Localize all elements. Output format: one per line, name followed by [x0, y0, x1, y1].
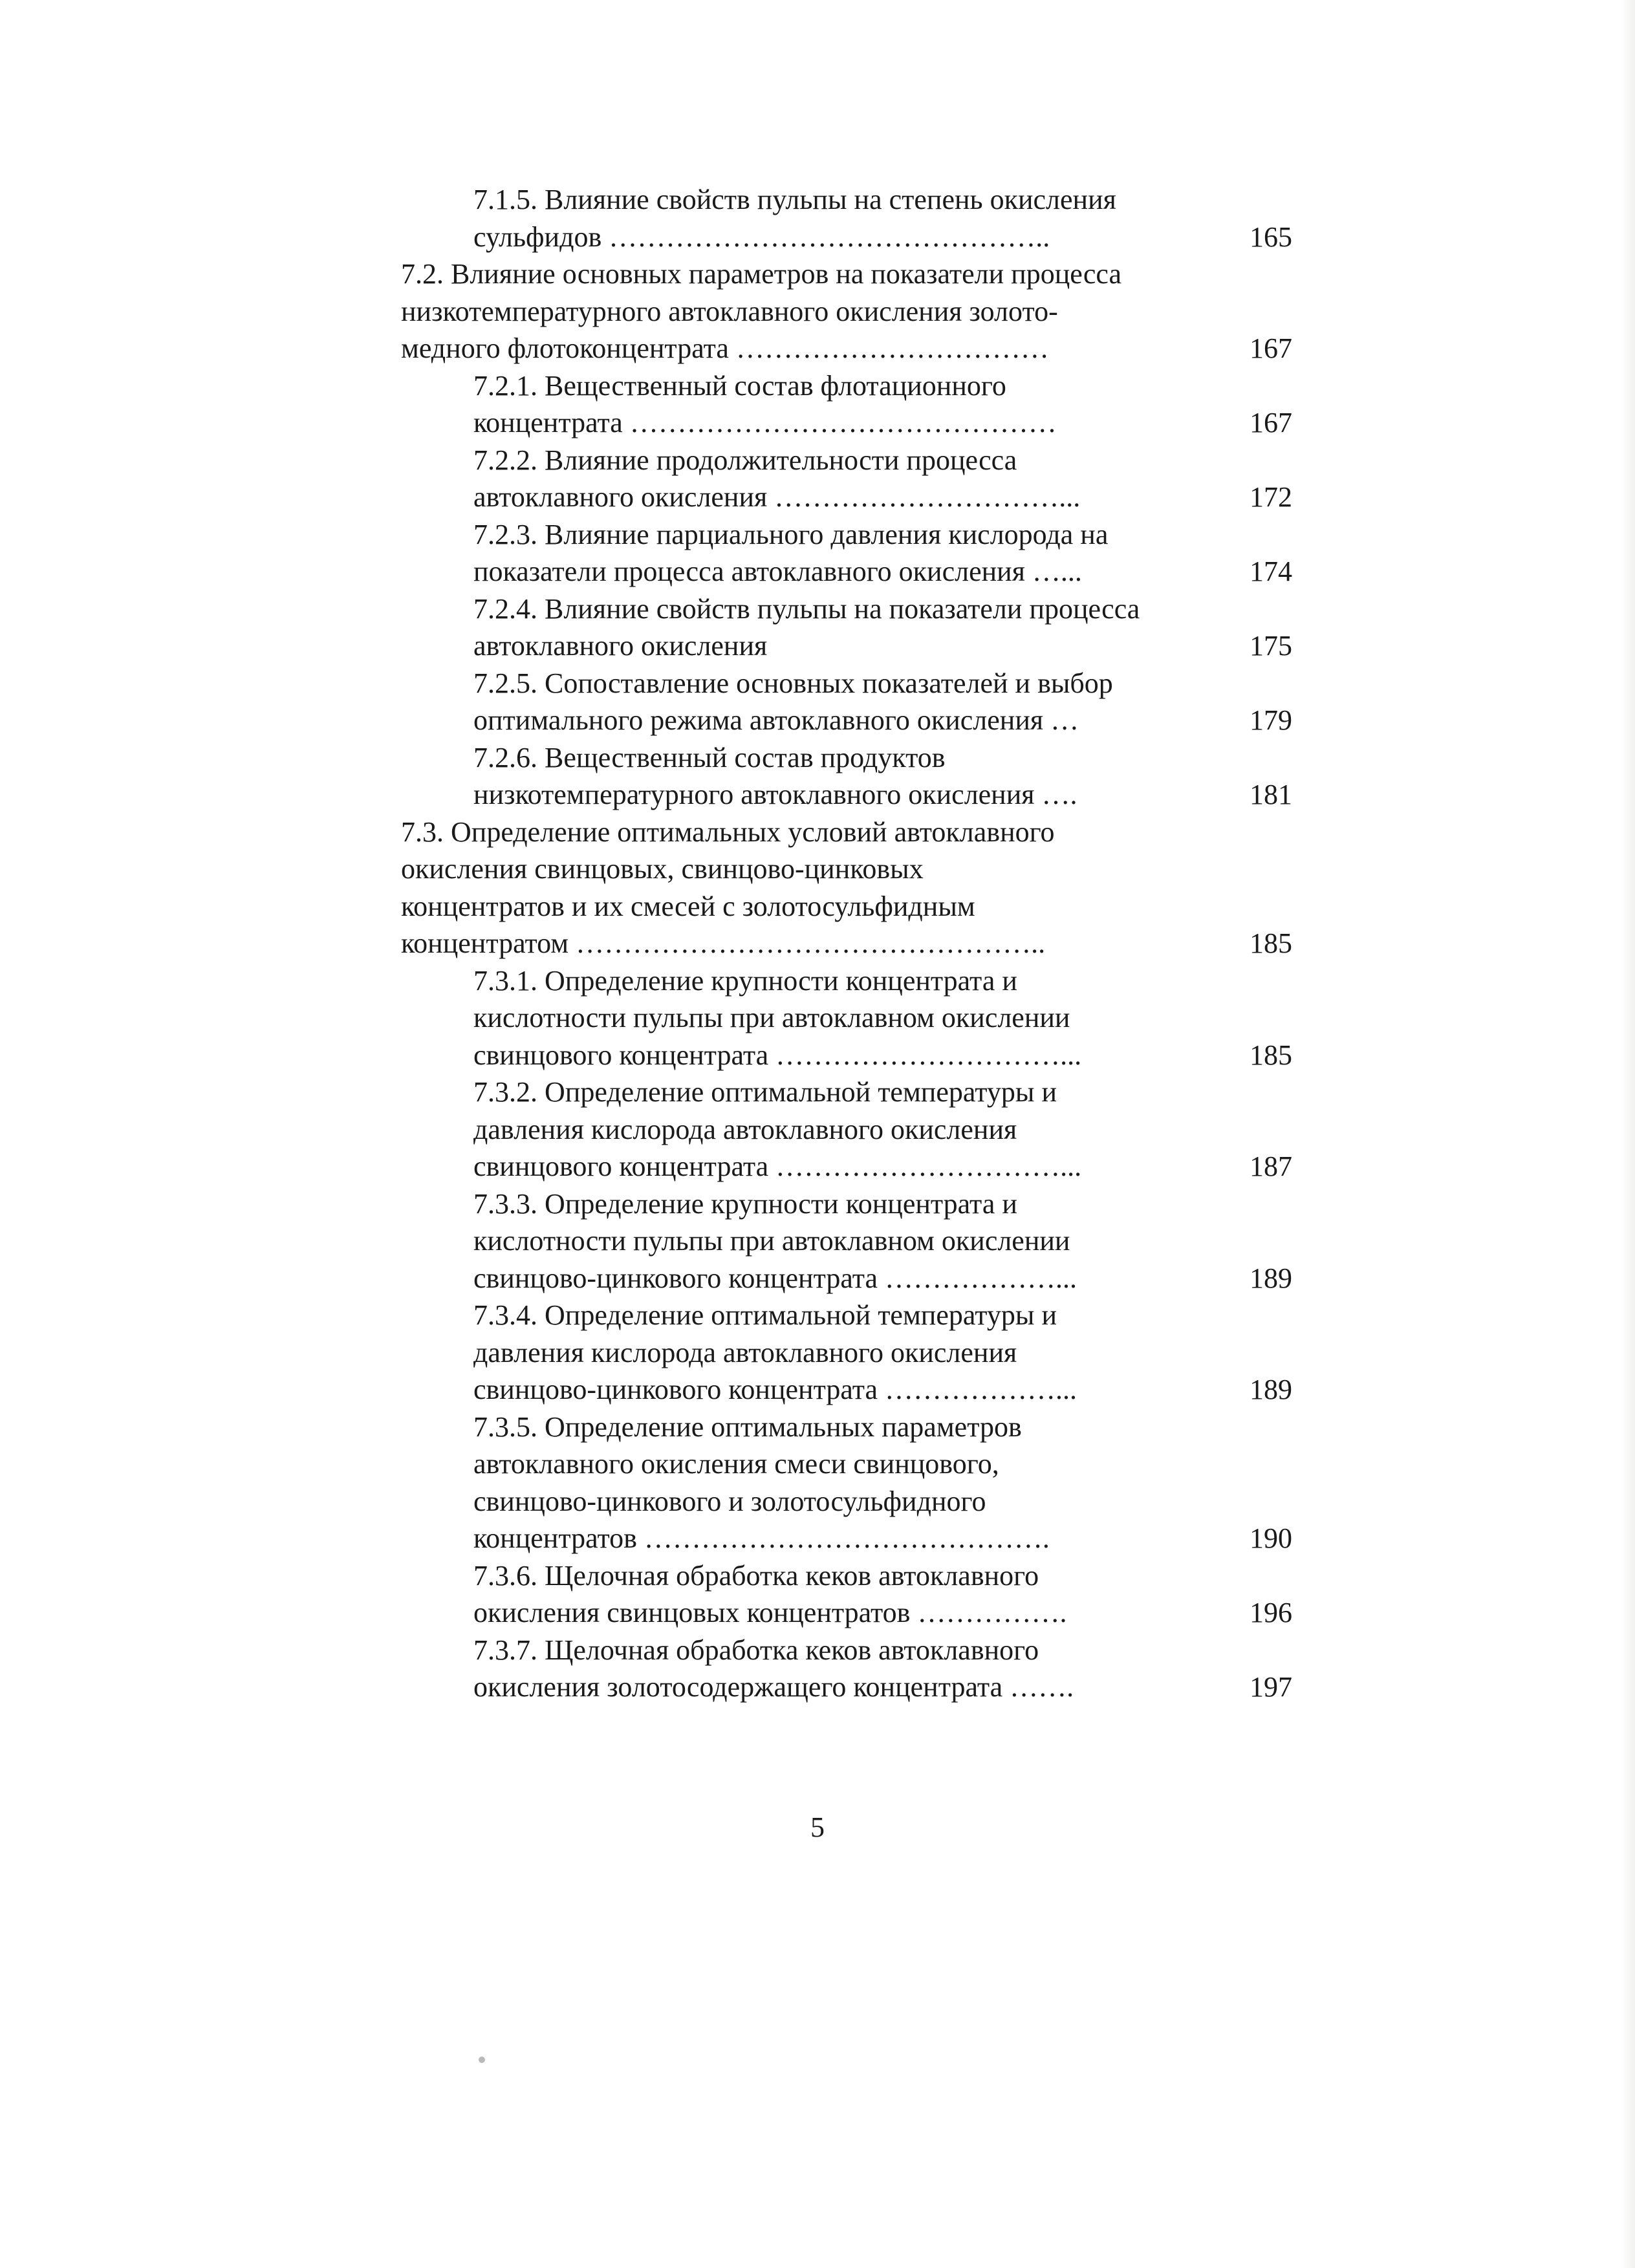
- table-of-contents: [401, 181, 1306, 1706]
- toc-page-number: 189: [1250, 1262, 1292, 1294]
- toc-entry-line: свинцового концентрата …………………………...: [473, 1039, 1082, 1071]
- toc-page-number: 167: [1250, 332, 1292, 364]
- toc-page-number: 179: [1250, 704, 1292, 736]
- toc-entry-line: автоклавного окисления смеси свинцового,: [473, 1448, 999, 1480]
- toc-entry-line: 7.3.5. Определение оптимальных параметров: [473, 1410, 1022, 1443]
- toc-entry-line: свинцово-цинкового концентрата ………………...: [473, 1262, 1077, 1294]
- toc-entry: [473, 1557, 1306, 1632]
- toc-entry-line: концентратов и их смесей с золотосульфидным: [401, 890, 975, 922]
- page-number: 5: [810, 1811, 825, 1843]
- toc-entry-line: концентратов …………………………………….: [473, 1522, 1050, 1554]
- toc-entry: [473, 367, 1306, 442]
- toc-entry: [473, 181, 1306, 255]
- toc-entry-line: 7.2.3. Влияние парциального давления кислорода на: [473, 518, 1109, 550]
- toc-entry-line: 7.3.2. Определение оптимальной температуры и: [473, 1076, 1057, 1108]
- toc-entry-line: кислотности пульпы при автоклавном окислении: [473, 1225, 1070, 1257]
- toc-entry: [473, 442, 1306, 516]
- toc-page-number: 185: [1250, 927, 1292, 959]
- toc-entry-line: медного флотоконцентрата ……………………………: [401, 332, 1049, 364]
- toc-entry: [473, 1632, 1306, 1706]
- toc-page-number: 187: [1250, 1150, 1292, 1182]
- toc-entry-line: 7.3. Определение оптимальных условий автоклавного: [401, 815, 1055, 848]
- toc-entry-line: давления кислорода автоклавного окисления: [473, 1113, 1017, 1145]
- toc-entry-line: давления кислорода автоклавного окисления: [473, 1336, 1017, 1368]
- toc-page-number: 197: [1250, 1671, 1292, 1703]
- toc-page-number: 172: [1250, 481, 1292, 513]
- toc-entry-line: 7.2.6. Вещественный состав продуктов: [473, 741, 946, 773]
- toc-page-number: 175: [1250, 630, 1292, 662]
- toc-entry-line: свинцово-цинкового концентрата ………………...: [473, 1374, 1077, 1405]
- toc-entry-line: низкотемпературного автоклавного окисления золото-: [401, 295, 1058, 327]
- toc-page-number: 190: [1250, 1522, 1292, 1554]
- toc-entry-line: свинцового концентрата …………………………...: [473, 1150, 1082, 1182]
- toc-entry: [473, 1297, 1306, 1409]
- toc-entry-line: кислотности пульпы при автоклавном окислении: [473, 1002, 1070, 1033]
- toc-entry-line: автоклавного окисления: [473, 630, 768, 662]
- toc-entry: [473, 962, 1306, 1074]
- toc-entry: [473, 739, 1306, 814]
- toc-entry-line: концентрата ………………………………………: [473, 407, 1057, 438]
- toc-entry-line: концентратом …………………………………………..: [401, 927, 1046, 959]
- toc-entry-line: 7.3.1. Определение крупности концентрата и: [473, 964, 1017, 997]
- toc-page-number: 165: [1250, 221, 1292, 253]
- toc-entry-line: показатели процесса автоклавного окисления …...: [473, 556, 1082, 587]
- toc-entry-line: окисления золотосодержащего концентрата …….: [473, 1671, 1074, 1703]
- toc-page-number: 196: [1250, 1597, 1292, 1628]
- toc-entry-line: оптимального режима автоклавного окисления …: [473, 704, 1079, 736]
- page-edge-shadow: [1621, 0, 1635, 2268]
- toc-entry: [473, 1074, 1306, 1185]
- scan-speck: [479, 2057, 485, 2063]
- toc-entry: [473, 590, 1306, 665]
- toc-entry-line: 7.3.6. Щелочная обработка кеков автоклавного: [473, 1559, 1039, 1592]
- toc-page-number: 167: [1250, 407, 1292, 438]
- toc-entry-line: 7.2.4. Влияние свойств пульпы на показатели процесса: [473, 592, 1140, 625]
- toc-page-number: 185: [1250, 1039, 1292, 1071]
- toc-entry-line: сульфидов ………………………………………..: [473, 221, 1050, 253]
- toc-entry: [401, 255, 1306, 367]
- toc-entry-line: 7.3.4. Определение оптимальной температуры и: [473, 1299, 1057, 1331]
- toc-entry-line: 7.2. Влияние основных параметров на показатели процесса: [401, 258, 1122, 290]
- toc-entry-line: свинцово-цинкового и золотосульфидного: [473, 1485, 986, 1517]
- toc-entry-line: 7.1.5. Влияние свойств пульпы на степень окисления: [473, 184, 1116, 215]
- toc-page-number: 174: [1250, 556, 1292, 587]
- toc-page-number: 181: [1250, 779, 1292, 810]
- toc-entry-line: 7.2.2. Влияние продолжительности процесса: [473, 444, 1017, 476]
- toc-entry-line: окисления свинцовых, свинцово-цинковых: [401, 853, 924, 885]
- toc-entry-line: автоклавного окисления …………………………...: [473, 481, 1081, 513]
- toc-entry-line: 7.3.7. Щелочная обработка кеков автоклавного: [473, 1634, 1039, 1666]
- toc-entry: [473, 1185, 1306, 1297]
- toc-entry: [473, 516, 1306, 590]
- toc-page-number: 189: [1250, 1374, 1292, 1405]
- toc-entry-line: окисления свинцовых концентратов …………….: [473, 1597, 1067, 1628]
- toc-entry: [473, 665, 1306, 739]
- toc-entry-line: 7.2.1. Вещественный состав флотационного: [473, 369, 1006, 402]
- toc-entry-line: 7.3.3. Определение крупности концентрата и: [473, 1187, 1017, 1220]
- toc-entry-line: низкотемпературного автоклавного окисления ….: [473, 779, 1077, 810]
- toc-entry: [401, 814, 1306, 962]
- toc-entry-line: 7.2.5. Сопоставление основных показателей и выбор: [473, 667, 1113, 699]
- toc-entry: [473, 1409, 1306, 1557]
